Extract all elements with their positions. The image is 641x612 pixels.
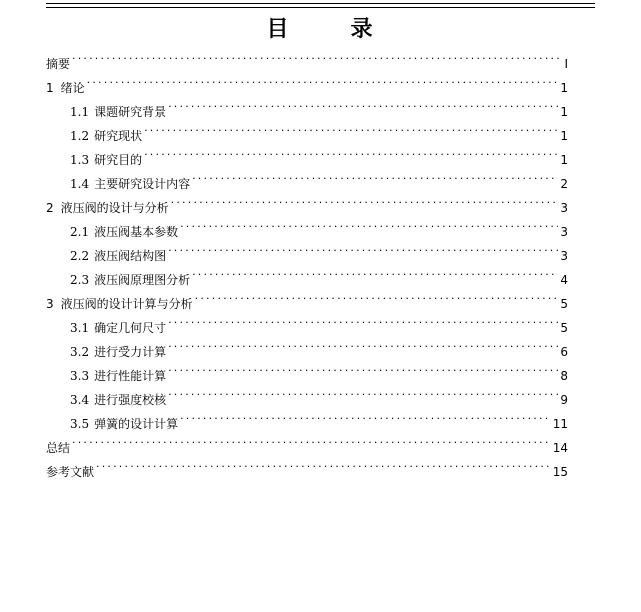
toc-entry[interactable]: [46, 92, 568, 119]
toc-entry-text: 液压阀的设计计算与分析: [60, 297, 193, 311]
toc-entry-label: [70, 244, 166, 268]
toc-entry-number: 2.2: [70, 249, 90, 263]
toc-leader-dots: [144, 140, 558, 164]
toc-leader-dots: [171, 188, 559, 212]
toc-entry-text: 液压阀原理图分析: [94, 273, 191, 287]
toc-entry-label: [70, 268, 190, 292]
toc-entry-number: 3.2: [70, 345, 90, 359]
toc-entry-text: 摘要: [46, 57, 71, 71]
toc-entry-text: 主要研究设计内容: [94, 177, 191, 191]
toc-page-number: 5: [560, 321, 568, 335]
toc-entry-number: 1.2: [70, 129, 90, 143]
toc-page-number: 2: [560, 177, 568, 191]
toc-leader-dots: [168, 380, 558, 404]
toc-entry[interactable]: [46, 68, 568, 95]
toc-entry-number: 3: [46, 297, 54, 311]
toc-page-number: 11: [552, 417, 568, 431]
toc-entry-number: 1: [46, 81, 54, 95]
toc-leader-dots: [168, 308, 558, 332]
toc-page-number: 3: [560, 225, 568, 239]
toc-entry-text: 课题研究背景: [94, 105, 167, 119]
toc-entry-text: 液压阀的设计与分析: [60, 201, 169, 215]
toc-entry-label: [70, 124, 142, 148]
toc-page-number: 1: [560, 129, 568, 143]
toc-entry-text: 研究现状: [94, 129, 143, 143]
toc-entry-text: 总结: [46, 441, 71, 455]
toc-entry-text: 确定几何尺寸: [94, 321, 167, 335]
toc-title: [0, 12, 641, 43]
toc-entry-number: 1.3: [70, 153, 90, 167]
toc-entry-number: 1.1: [70, 105, 90, 119]
toc-page-number: 3: [560, 249, 568, 263]
toc-entry-text: 参考文献: [46, 465, 95, 479]
toc-entry[interactable]: [46, 44, 568, 71]
toc-page-number: 1: [560, 153, 568, 167]
toc-entry-label: [70, 340, 166, 364]
header-rule: [46, 3, 595, 4]
toc-leader-dots: [195, 284, 559, 308]
header-rule-thick: [46, 7, 595, 8]
toc-leader-dots: [180, 404, 551, 428]
toc-leader-dots: [144, 116, 558, 140]
toc-page-number: 4: [560, 273, 568, 287]
toc-entry-text: 弹簧的设计计算: [94, 417, 179, 431]
toc-entry-text: 进行性能计算: [94, 369, 167, 383]
toc-leader-dots: [192, 164, 558, 188]
toc-entry-label: [46, 196, 169, 220]
toc-leader-dots: [168, 332, 558, 356]
toc-leader-dots: [192, 260, 558, 284]
toc-entry-number: 2: [46, 201, 54, 215]
toc-leader-dots: [168, 356, 558, 380]
toc-entry-label: [46, 436, 70, 460]
toc-entry-number: 2.1: [70, 225, 90, 239]
toc-page-number: I: [564, 57, 568, 71]
toc-entry-label: [46, 460, 94, 484]
toc-page-number: 3: [560, 201, 568, 215]
toc-title-char-2: 录: [350, 17, 375, 42]
toc-entry-label: [46, 52, 70, 76]
toc-leader-dots: [180, 212, 558, 236]
toc-entry-number: 1.4: [70, 177, 90, 191]
toc-entry-number: 3.4: [70, 393, 90, 407]
toc-entry-number: 3.5: [70, 417, 90, 431]
toc-page-number: 15: [552, 465, 568, 479]
toc-entry-label: [70, 388, 166, 412]
toc-leader-dots: [168, 236, 558, 260]
toc-entry-label: [46, 76, 85, 100]
toc-page-number: 9: [560, 393, 568, 407]
toc-entry-label: [70, 364, 166, 388]
toc-entry-text: 液压阀基本参数: [94, 225, 179, 239]
toc-leader-dots: [96, 452, 551, 476]
toc-entry-number: 3.3: [70, 369, 90, 383]
toc-title-char-1: 目: [266, 17, 291, 42]
toc-page-number: 6: [560, 345, 568, 359]
toc-entry-label: [70, 316, 166, 340]
toc-leader-dots: [72, 44, 562, 68]
toc-page-number: 14: [552, 441, 568, 455]
toc-page-number: 8: [560, 369, 568, 383]
toc-page-number: 5: [560, 297, 568, 311]
toc-entry-text: 进行强度校核: [94, 393, 167, 407]
toc-entry-number: 2.3: [70, 273, 90, 287]
toc-entry-label: [70, 148, 142, 172]
toc-entry-number: 3.1: [70, 321, 90, 335]
toc-entry-text: 进行受力计算: [94, 345, 167, 359]
toc-entry-text: 研究目的: [94, 153, 143, 167]
toc-leader-dots: [87, 68, 559, 92]
toc-entry-text: 液压阀结构图: [94, 249, 167, 263]
toc-entry-text: 绪论: [60, 81, 85, 95]
toc-page-number: 1: [560, 81, 568, 95]
table-of-contents: [46, 44, 568, 479]
toc-leader-dots: [168, 92, 558, 116]
toc-entry[interactable]: [46, 452, 568, 479]
toc-leader-dots: [72, 428, 551, 452]
toc-entry-label: [70, 220, 178, 244]
toc-entry[interactable]: [46, 428, 568, 455]
toc-page-number: 1: [560, 105, 568, 119]
